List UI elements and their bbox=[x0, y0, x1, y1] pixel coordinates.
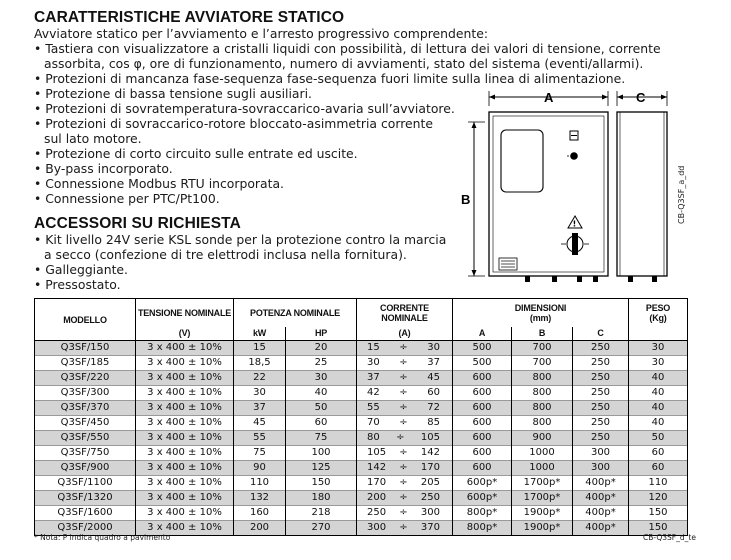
cell-dim-c: 400p* bbox=[573, 521, 629, 536]
cell-voltage: 3 x 400 ± 10% bbox=[136, 416, 234, 431]
current-max: 142 bbox=[420, 447, 440, 458]
range-separator: ÷ bbox=[399, 417, 408, 428]
cell-dim-b: 800 bbox=[512, 371, 573, 386]
range-separator: ÷ bbox=[399, 492, 408, 503]
cell-kw: 22 bbox=[234, 371, 286, 386]
cell-current bbox=[357, 491, 453, 506]
current-max: 85 bbox=[427, 417, 440, 428]
cell-hp: 150 bbox=[286, 476, 357, 491]
range-separator: ÷ bbox=[396, 432, 405, 443]
table-footnote: * Nota: P indica quadro a pavimento bbox=[34, 533, 171, 542]
range-separator: ÷ bbox=[399, 357, 408, 368]
cell-voltage: 3 x 400 ± 10% bbox=[136, 341, 234, 356]
current-min: 55 bbox=[367, 402, 380, 413]
cell-hp: 50 bbox=[286, 401, 357, 416]
cell-current bbox=[357, 356, 453, 371]
cell-hp: 25 bbox=[286, 356, 357, 371]
header-tensione: TENSIONE NOMINALE bbox=[136, 299, 234, 327]
current-min: 200 bbox=[367, 492, 387, 503]
current-max: 300 bbox=[420, 507, 440, 518]
cell-weight: 40 bbox=[629, 416, 688, 431]
cell-weight: 60 bbox=[629, 461, 688, 476]
text-line: • Protezione di corto circuito sulle entrate ed uscite. bbox=[34, 146, 358, 161]
current-min: 37 bbox=[367, 372, 380, 383]
cell-voltage: 3 x 400 ± 10% bbox=[136, 371, 234, 386]
cell-weight: 30 bbox=[629, 356, 688, 371]
cell-dim-b: 1700p* bbox=[512, 476, 573, 491]
cell-hp: 30 bbox=[286, 371, 357, 386]
text-line: • Protezioni di sovraccarico-rotore bloccato-asimmetria corrente bbox=[34, 116, 433, 131]
table-row bbox=[35, 416, 688, 431]
text-line: • Connessione per PTC/Pt100. bbox=[34, 191, 220, 206]
cell-weight: 40 bbox=[629, 401, 688, 416]
cell-voltage: 3 x 400 ± 10% bbox=[136, 491, 234, 506]
header-tensione-unit: (V) bbox=[136, 327, 234, 341]
cell-hp: 270 bbox=[286, 521, 357, 536]
cell-model: Q3SF/550 bbox=[35, 431, 136, 446]
cell-hp: 20 bbox=[286, 341, 357, 356]
cell-dim-b: 1000 bbox=[512, 446, 573, 461]
cell-dim-c: 300 bbox=[573, 446, 629, 461]
range-separator: ÷ bbox=[399, 402, 408, 413]
cell-kw: 55 bbox=[234, 431, 286, 446]
cell-dim-a: 500 bbox=[453, 341, 512, 356]
cell-model: Q3SF/220 bbox=[35, 371, 136, 386]
cell-hp: 40 bbox=[286, 386, 357, 401]
header-b: B bbox=[512, 327, 573, 341]
current-max: 45 bbox=[427, 372, 440, 383]
header-peso-blank bbox=[629, 327, 688, 341]
table-row bbox=[35, 431, 688, 446]
cell-current bbox=[357, 371, 453, 386]
current-min: 142 bbox=[367, 462, 387, 473]
cell-weight: 120 bbox=[629, 491, 688, 506]
cell-model: Q3SF/2000 bbox=[35, 521, 136, 536]
cell-current bbox=[357, 431, 453, 446]
cell-current bbox=[357, 416, 453, 431]
starter-dimension-drawing bbox=[455, 84, 705, 294]
cell-current bbox=[357, 341, 453, 356]
text-line: Avviatore statico per l’avviamento e l’arresto progressivo comprendente: bbox=[34, 26, 489, 41]
cell-kw: 37 bbox=[234, 401, 286, 416]
cell-model: Q3SF/150 bbox=[35, 341, 136, 356]
cell-voltage: 3 x 400 ± 10% bbox=[136, 431, 234, 446]
cell-dim-a: 600p* bbox=[453, 476, 512, 491]
cell-model: Q3SF/1100 bbox=[35, 476, 136, 491]
cell-weight: 110 bbox=[629, 476, 688, 491]
table-row bbox=[35, 491, 688, 506]
current-max: 170 bbox=[420, 462, 440, 473]
cell-voltage: 3 x 400 ± 10% bbox=[136, 356, 234, 371]
header-potenza: POTENZA NOMINALE bbox=[234, 299, 357, 327]
table-row bbox=[35, 356, 688, 371]
cell-hp: 100 bbox=[286, 446, 357, 461]
cell-dim-b: 1000 bbox=[512, 461, 573, 476]
cell-dim-c: 250 bbox=[573, 341, 629, 356]
cell-current bbox=[357, 386, 453, 401]
cell-dim-a: 600 bbox=[453, 371, 512, 386]
cell-dim-a: 800p* bbox=[453, 506, 512, 521]
cell-kw: 160 bbox=[234, 506, 286, 521]
current-max: 30 bbox=[427, 342, 440, 353]
text-line: • Connessione Modbus RTU incorporata. bbox=[34, 176, 284, 191]
cell-weight: 40 bbox=[629, 371, 688, 386]
cell-dim-c: 400p* bbox=[573, 491, 629, 506]
current-max: 105 bbox=[420, 432, 440, 443]
cell-voltage: 3 x 400 ± 10% bbox=[136, 386, 234, 401]
header-corrente: CORRENTE NOMINALE bbox=[357, 299, 453, 327]
current-min: 70 bbox=[367, 417, 380, 428]
dimension-b-label: B bbox=[461, 192, 471, 207]
text-line-continuation: assorbita, cos φ, ore di funzionamento, numero di avviamenti, stato del sistema (eventi/allarmi). bbox=[44, 56, 644, 71]
cell-dim-c: 400p* bbox=[573, 506, 629, 521]
cell-dim-b: 1700p* bbox=[512, 491, 573, 506]
dimension-a-label: A bbox=[544, 90, 554, 105]
cell-model: Q3SF/450 bbox=[35, 416, 136, 431]
table-row bbox=[35, 341, 688, 356]
cell-model: Q3SF/370 bbox=[35, 401, 136, 416]
text-line: • Protezioni di mancanza fase-sequenza fase-sequenza fuori limite sulla linea di alimentazione. bbox=[34, 71, 626, 86]
table-row bbox=[35, 446, 688, 461]
cell-voltage: 3 x 400 ± 10% bbox=[136, 506, 234, 521]
cell-dim-c: 250 bbox=[573, 431, 629, 446]
cell-dim-b: 800 bbox=[512, 401, 573, 416]
cell-voltage: 3 x 400 ± 10% bbox=[136, 401, 234, 416]
cell-voltage: 3 x 400 ± 10% bbox=[136, 461, 234, 476]
range-separator: ÷ bbox=[399, 462, 408, 473]
cell-hp: 60 bbox=[286, 416, 357, 431]
cell-dim-a: 500 bbox=[453, 356, 512, 371]
cabinet-drawing-svg bbox=[455, 84, 705, 294]
current-min: 30 bbox=[367, 357, 380, 368]
table-body bbox=[35, 341, 688, 536]
current-min: 170 bbox=[367, 477, 387, 488]
cell-dim-c: 250 bbox=[573, 401, 629, 416]
current-max: 370 bbox=[420, 522, 440, 533]
range-separator: ÷ bbox=[399, 477, 408, 488]
cell-kw: 18,5 bbox=[234, 356, 286, 371]
table-row bbox=[35, 371, 688, 386]
text-line: • Protezioni di sovratemperatura-sovraccarico-avaria sull’avviatore. bbox=[34, 101, 455, 116]
header-corrente-unit: (A) bbox=[357, 327, 453, 341]
cell-hp: 75 bbox=[286, 431, 357, 446]
cell-dim-b: 800 bbox=[512, 386, 573, 401]
cell-current bbox=[357, 476, 453, 491]
current-max: 250 bbox=[420, 492, 440, 503]
header-dimensioni: DIMENSIONI (mm) bbox=[453, 299, 629, 327]
cell-weight: 30 bbox=[629, 341, 688, 356]
dimension-a-arrow-left bbox=[489, 95, 495, 100]
table-row bbox=[35, 461, 688, 476]
indicator-light bbox=[570, 152, 578, 160]
accessories-title: ACCESSORI SU RICHIESTA bbox=[34, 215, 241, 232]
header-peso: PESO (Kg) bbox=[629, 299, 688, 327]
drawing-code: CB-Q3SF_a_dd bbox=[677, 165, 686, 224]
current-max: 37 bbox=[427, 357, 440, 368]
svg-text:!: ! bbox=[572, 219, 577, 229]
cell-model: Q3SF/1320 bbox=[35, 491, 136, 506]
display-window bbox=[501, 130, 543, 192]
current-min: 42 bbox=[367, 387, 380, 398]
current-max: 72 bbox=[427, 402, 440, 413]
cell-weight: 60 bbox=[629, 446, 688, 461]
cell-kw: 15 bbox=[234, 341, 286, 356]
dimension-c-label: C bbox=[636, 90, 646, 105]
cell-dim-a: 600 bbox=[453, 446, 512, 461]
cell-dim-c: 250 bbox=[573, 371, 629, 386]
cell-dim-b: 700 bbox=[512, 341, 573, 356]
cell-model: Q3SF/300 bbox=[35, 386, 136, 401]
cell-current bbox=[357, 401, 453, 416]
current-max: 205 bbox=[420, 477, 440, 488]
cell-dim-c: 250 bbox=[573, 416, 629, 431]
cell-weight: 150 bbox=[629, 506, 688, 521]
cell-current bbox=[357, 506, 453, 521]
table-code: CB-Q3SF_d_te bbox=[643, 533, 696, 542]
table-row bbox=[35, 386, 688, 401]
cell-dim-c: 400p* bbox=[573, 476, 629, 491]
cell-hp: 180 bbox=[286, 491, 357, 506]
cell-kw: 75 bbox=[234, 446, 286, 461]
cell-dim-a: 600p* bbox=[453, 491, 512, 506]
current-max: 60 bbox=[427, 387, 440, 398]
cell-dim-c: 250 bbox=[573, 356, 629, 371]
text-line: • Protezione di bassa tensione sugli ausiliari. bbox=[34, 86, 312, 101]
range-separator: ÷ bbox=[399, 372, 408, 383]
cell-dim-b: 900 bbox=[512, 431, 573, 446]
specifications-table bbox=[34, 298, 688, 536]
table-row bbox=[35, 476, 688, 491]
cell-voltage: 3 x 400 ± 10% bbox=[136, 521, 234, 536]
cell-kw: 30 bbox=[234, 386, 286, 401]
range-separator: ÷ bbox=[399, 522, 408, 533]
cell-kw: 132 bbox=[234, 491, 286, 506]
header-hp: HP bbox=[286, 327, 357, 341]
current-min: 80 bbox=[367, 432, 380, 443]
cell-dim-a: 600 bbox=[453, 401, 512, 416]
text-line: • By-pass incorporato. bbox=[34, 161, 173, 176]
current-min: 15 bbox=[367, 342, 380, 353]
text-line: • Pressostato. bbox=[34, 277, 121, 292]
cell-current bbox=[357, 461, 453, 476]
header-modello: MODELLO bbox=[35, 299, 136, 341]
text-line-continuation: sul lato motore. bbox=[44, 131, 142, 146]
range-separator: ÷ bbox=[399, 447, 408, 458]
text-line: • Tastiera con visualizzatore a cristalli liquidi con possibilità, di lettura dei valori di tensione, corrente bbox=[34, 41, 661, 56]
current-min: 105 bbox=[367, 447, 387, 458]
cell-kw: 200 bbox=[234, 521, 286, 536]
cell-dim-a: 600 bbox=[453, 386, 512, 401]
cell-dim-b: 1900p* bbox=[512, 521, 573, 536]
cell-weight: 40 bbox=[629, 386, 688, 401]
range-separator: ÷ bbox=[399, 387, 408, 398]
cell-dim-b: 700 bbox=[512, 356, 573, 371]
header-a: A bbox=[453, 327, 512, 341]
cable-gland bbox=[525, 276, 530, 282]
cell-current bbox=[357, 521, 453, 536]
table-row bbox=[35, 506, 688, 521]
cell-voltage: 3 x 400 ± 10% bbox=[136, 476, 234, 491]
cell-kw: 45 bbox=[234, 416, 286, 431]
header-kw: kW bbox=[234, 327, 286, 341]
cell-dim-a: 800p* bbox=[453, 521, 512, 536]
cell-dim-b: 800 bbox=[512, 416, 573, 431]
cell-model: Q3SF/750 bbox=[35, 446, 136, 461]
cell-dim-a: 600 bbox=[453, 431, 512, 446]
cell-kw: 110 bbox=[234, 476, 286, 491]
text-line: • Kit livello 24V serie KSL sonde per la protezione contro la marcia bbox=[34, 232, 447, 247]
current-min: 300 bbox=[367, 522, 387, 533]
dimension-a-arrow-right bbox=[602, 95, 608, 100]
cell-dim-a: 600 bbox=[453, 416, 512, 431]
cell-dim-c: 300 bbox=[573, 461, 629, 476]
table-row bbox=[35, 401, 688, 416]
cell-model: Q3SF/900 bbox=[35, 461, 136, 476]
current-min: 250 bbox=[367, 507, 387, 518]
cell-kw: 90 bbox=[234, 461, 286, 476]
cell-model: Q3SF/1600 bbox=[35, 506, 136, 521]
cell-voltage: 3 x 400 ± 10% bbox=[136, 446, 234, 461]
features-title: CARATTERISTICHE AVVIATORE STATICO bbox=[34, 9, 345, 26]
cell-hp: 125 bbox=[286, 461, 357, 476]
text-line: • Galleggiante. bbox=[34, 262, 128, 277]
cell-dim-c: 250 bbox=[573, 386, 629, 401]
cell-weight: 150 bbox=[629, 521, 688, 536]
cell-dim-b: 1900p* bbox=[512, 506, 573, 521]
cell-dim-a: 600 bbox=[453, 461, 512, 476]
range-separator: ÷ bbox=[399, 507, 408, 518]
range-separator: ÷ bbox=[399, 342, 408, 353]
cell-current bbox=[357, 446, 453, 461]
cell-model: Q3SF/185 bbox=[35, 356, 136, 371]
cabinet-side bbox=[617, 112, 667, 276]
cell-weight: 50 bbox=[629, 431, 688, 446]
cell-hp: 218 bbox=[286, 506, 357, 521]
text-line-continuation: a secco (confezione di tre elettrodi inclusa nella fornitura). bbox=[44, 247, 407, 262]
header-c: C bbox=[573, 327, 629, 341]
